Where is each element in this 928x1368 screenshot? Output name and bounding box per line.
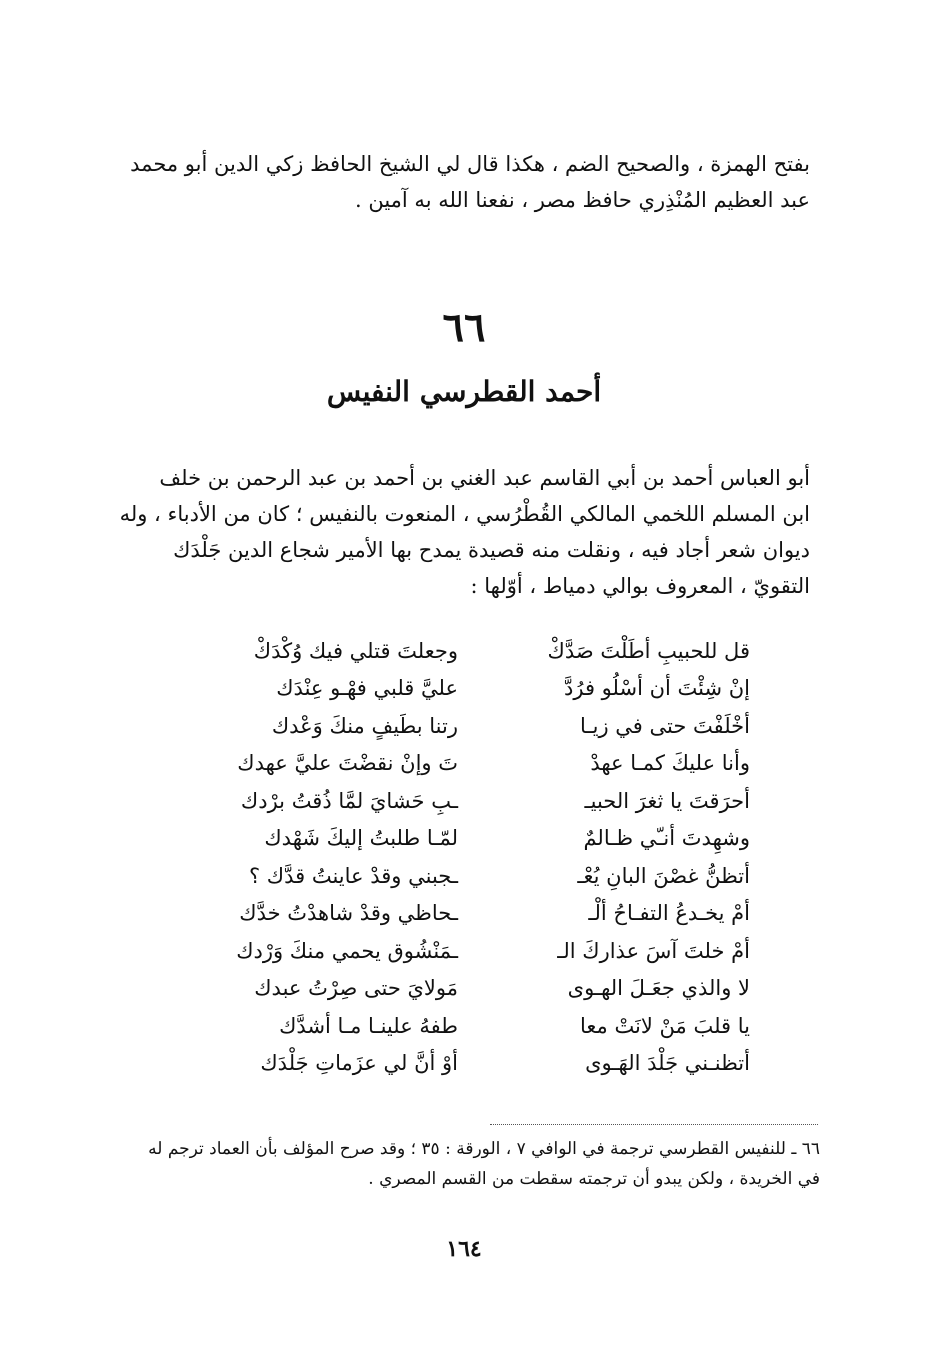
second-hemistich: ـبِ حَشايَ لمَّا ذُقتُ برْدك [240,788,458,813]
first-hemistich: أخْلَفْتَ حتى في زيـا [580,713,750,738]
poem-verse [170,820,750,858]
poem-verse [170,895,750,933]
biography-paragraph [108,460,810,604]
text-line: بفتح الهمزة ، والصحيح الضم ، هكذا قال لي الشيخ الحافظ زكي الدين أبو محمد [130,152,810,176]
poem-verse [170,1007,750,1045]
second-hemistich: مَولايَ حتى صِرْتُ عبدك [254,976,458,1001]
text-line: التقويّ ، المعروف بوالي دمياط ، أوّلها : [470,574,810,598]
first-hemistich: وشهِدتَ أنـّي ظـالمٌ [583,826,750,851]
footnote-line: ٦٦ ـ للنفيس القطرسي ترجمة في الوافي ٧ ، الورقة : ٣٥ ؛ وقد صرح المؤلف بأن العماد ترجم له [148,1139,820,1159]
poem-verse [170,1045,750,1083]
first-hemistich: وأنا عليكَ كمـا عهدْ [590,751,750,776]
section-title: أحمد القطرسي النفيس [326,375,602,408]
first-hemistich: أتظنُّ غصْنَ البانِ يُعْـ [577,863,750,888]
text-line: عبد العظيم المُنْذِري حافظ مصر ، نفعنا الله به آمين . [355,188,810,212]
first-hemistich: أمْ خلتَ آسَ عذاركَ الـ [557,938,750,963]
first-hemistich: لا والذي جعَـلَ الهـوى [567,976,750,1001]
second-hemistich: لمّـا طلبتُ إليكَ شَهْدك [264,826,458,851]
second-hemistich: أوْ أنَّ لي عزَماتِ جَلْدَك [260,1051,458,1076]
footnote-divider [490,1124,818,1125]
second-hemistich: رتنا بطَيفٍ منكَ وَعْدك [271,713,458,738]
second-hemistich: وجعلتَ قتلي فيك وُكْدَكْ [253,638,458,663]
text-line: ديوان شعر أجاد فيه ، ونقلت منه قصيدة يمدح بها الأمير شجاع الدين جَلْدَك [173,538,810,562]
poem-verse [170,707,750,745]
first-hemistich: أمْ يخـدعُ التفـاحُ ألْـ [588,901,750,926]
first-hemistich: أتظنـني جَلْدَ الهَـوى [585,1051,750,1076]
poem-verse [170,932,750,970]
poem-verse [170,970,750,1008]
second-hemistich: ـجبني وقدْ عاينتُ قدَّك ؟ [248,863,458,888]
intro-paragraph [108,146,810,218]
footnote [108,1134,820,1194]
text-line: ابن المسلم اللخمي المالكي القُطْرُسي ، المنعوت بالنفيس ؛ كان من الأدباء ، وله [119,502,810,526]
first-hemistich: إنْ شِئْتَ أن أسْلُو فرُدَّ [564,676,750,701]
second-hemistich: ـحاظي وقدْ شاهدْتُ خدَّك [239,901,458,926]
first-hemistich: أحرَقتَ يا ثغرَ الحبيـ [584,788,750,813]
text-line: أبو العباس أحمد بن أبي القاسم عبد الغني بن أحمد بن عبد الرحمن بن خلف [159,466,810,490]
second-hemistich: عليَّ قلبي فهْـو عِنْدَك [276,676,458,701]
second-hemistich: طفهُ علينـا مـا أشدَّك [279,1013,458,1038]
poem-verse [170,670,750,708]
second-hemistich: تَ وإنْ نقضْتَ عليَّ عهدك [237,751,458,776]
poem-verse [170,745,750,783]
first-hemistich: قل للحبيبِ أطَلْتَ صَدَّكْ [547,638,750,663]
poem-verse [170,782,750,820]
poem-verse [170,857,750,895]
first-hemistich: يا قلبَ مَنْ لانَتْ معا [579,1013,750,1038]
footnote-line: في الخريدة ، ولكن يبدو أن ترجمته سقطت من القسم المصري . [368,1169,820,1189]
page-number: ١٦٤ [446,1236,482,1262]
second-hemistich: ـمَنْشُوق يحمي منكَ وَرْدك [236,938,458,963]
section-number: ٦٦ [442,304,486,351]
poem-verse [170,632,750,670]
poem [170,632,750,1082]
